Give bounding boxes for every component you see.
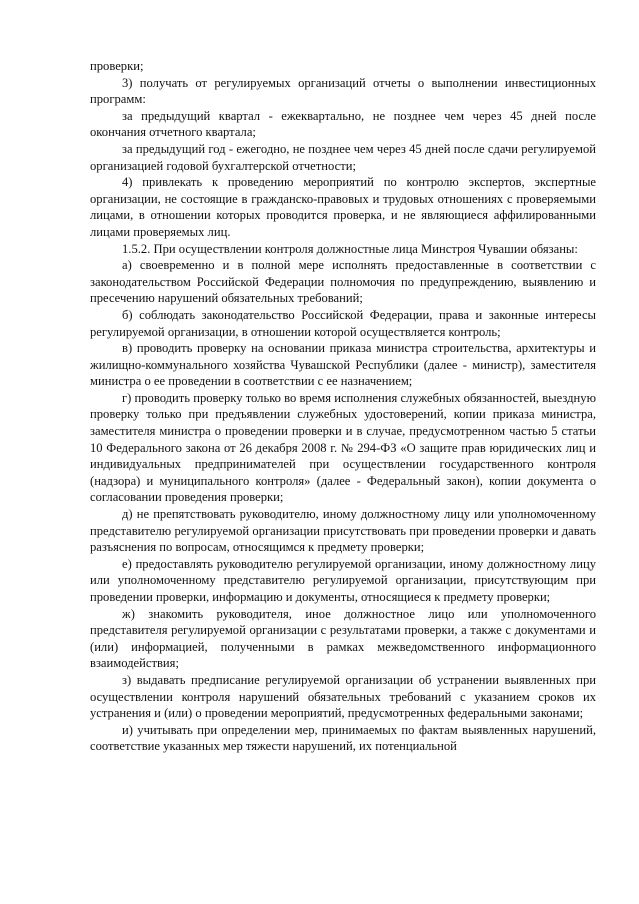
paragraph-section-1-5-2: 1.5.2. При осуществлении контроля должностные лица Минстроя Чувашии обязаны:	[122, 241, 578, 256]
paragraph-item-b: б) соблюдать законодательство Российской Федерации, права и законные интересы регулируемой организации, в отношении которой осуществляется контроль;	[90, 307, 596, 339]
paragraph-item-zh: ж) знакомить руководителя, иное должностное лицо или уполномоченного представителя регулируемой организации с результатами проверки, а также с документами и (или) информацией, полученными в рамках межведомственного информационного взаимодействия;	[90, 606, 596, 671]
paragraph-continuation: проверки;	[90, 59, 144, 73]
paragraph-year-report: за предыдущий год - ежегодно, не позднее чем через 45 дней после сдачи регулируемой организацией годовой бухгалтерской отчетности;	[90, 141, 596, 173]
paragraph-item-a: а) своевременно и в полной мере исполнять предоставленные в соответствии с законодательством Российской Федерации полномочия по предупреждению, выявлению и пресечению нарушений обязательных требований;	[90, 258, 596, 306]
paragraph-item-v: в) проводить проверку на основании приказа министра строительства, архитектуры и жилищно-коммунального хозяйства Чувашской Республики (далее - министр), заместителя министра о ее проведении в соответствии с ее назначением;	[90, 341, 596, 389]
paragraph-item-3: 3) получать от регулируемых организаций отчеты о выполнении инвестиционных программ:	[90, 75, 596, 107]
paragraph-item-i: и) учитывать при определении мер, принимаемых по фактам выявленных нарушений, соответствие указанных мер тяжести нарушений, их потенциальной	[90, 722, 596, 754]
paragraph-item-g: г) проводить проверку только во время исполнения служебных обязанностей, выездную проверку только при предъявлении служебных удостоверений, копии приказа министра, заместителя министра о проведении проверки и в случае, предусмотренном частью 5 статьи 10 Федерального закона от 26 декабря 2008 г. № 294-ФЗ «О защите прав юридических лиц и индивидуальных предпринимателей при осуществлении государственного контроля (надзора) и муниципального контроля» (далее - Федеральный закон), копии документа о согласовании проведения проверки;	[90, 390, 596, 505]
document-body	[90, 58, 596, 755]
paragraph-item-z: з) выдавать предписание регулируемой организации об устранении выявленных при осуществлении контроля нарушений обязательных требований с указанием сроков их устранения и (или) о проведении мероприятий, предусмотренных федеральными законами;	[90, 672, 596, 721]
paragraph-item-4: 4) привлекать к проведению мероприятий по контролю экспертов, экспертные организации, не состоящие в гражданско-правовых и трудовых отношениях с проверяемыми лицами, в отношении которых проводится проверка, и не являющиеся аффилированными лицами проверяемых лиц.	[90, 175, 596, 239]
paragraph-item-d: д) не препятствовать руководителю, иному должностному лицу или уполномоченному представителю регулируемой организации присутствовать при проведении проверки и давать разъяснения по вопросам, относящимся к предмету проверки;	[90, 507, 596, 555]
paragraph-quarter-report: за предыдущий квартал - ежеквартально, не позднее чем через 45 дней после окончания отчетного квартала;	[90, 108, 596, 140]
paragraph-item-e: е) предоставлять руководителю регулируемой организации, иному должностному лицу или уполномоченному представителю регулируемой организации, присутствующим при проведении проверки, информацию и документы, относящиеся к предмету проверки;	[90, 556, 596, 604]
